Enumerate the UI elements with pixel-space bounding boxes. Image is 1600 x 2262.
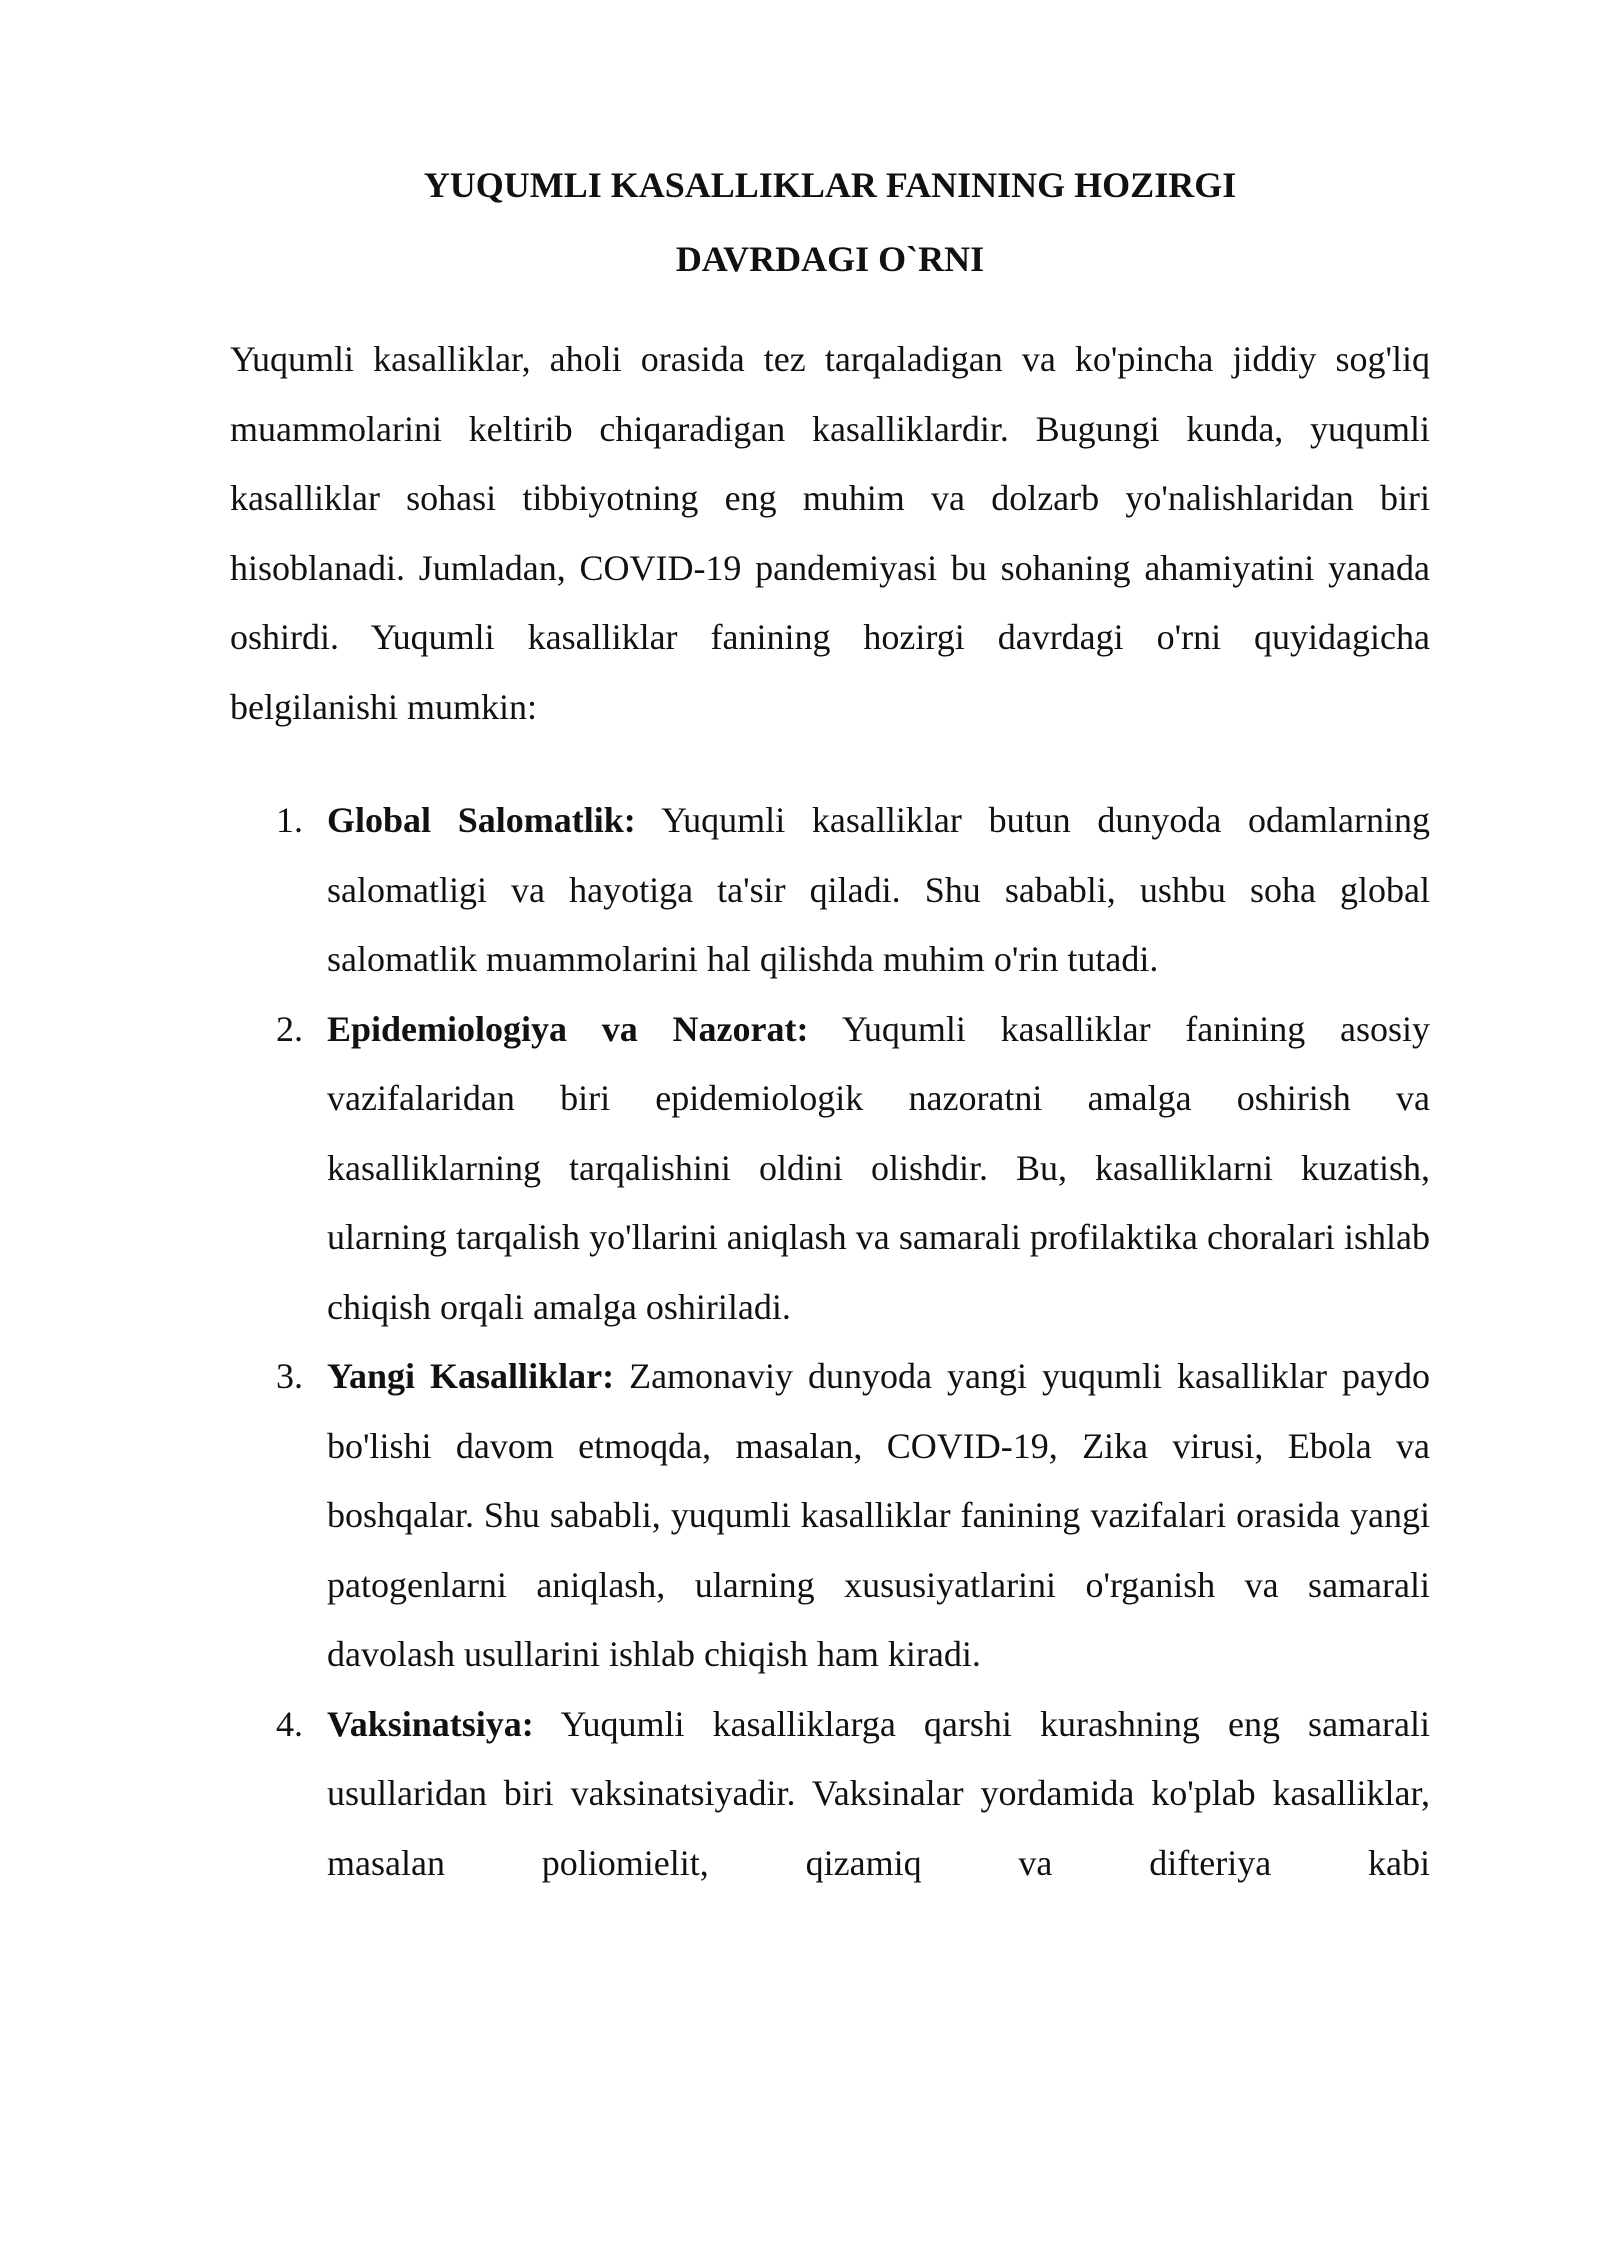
list-item-text: Yuqumli kasalliklarga qarshi kurashning eng samarali usullaridan biri vaksinatsiyadir. Vaksinalar yordamida ko'plab kasalliklar, masalan poliomielit, qizamiq va difteriya kabi (327, 1703, 1430, 1883)
list-item-text: Yuqumli kasalliklar fanining asosiy vazifalaridan biri epidemiologik nazoratni amalga oshirish va kasalliklarning tarqalishini oldini olishdir. Bu, kasalliklarni kuzatish, ularning tarqalish yo'llarini aniqlash va samarali profilaktika choralari ishlab chiqish orqali amalga oshiriladi. (327, 1008, 1431, 1327)
list-item-number: 3. (276, 1356, 303, 1396)
numbered-list (230, 786, 1430, 1898)
intro-paragraph: Yuqumli kasalliklar, aholi orasida tez tarqaladigan va ko'pincha jiddiy sog'liq muammolarini keltirib chiqaradigan kasalliklardir. Bugungi kunda, yuqumli kasalliklar sohasi tibbiyotning eng muhim va dolzarb yo'nalishlaridan biri hisoblanadi. Jumladan, COVID-19 pandemiyasi bu sohaning ahamiyatini yanada oshirdi. Yuqumli kasalliklar fanining hozirgi davrdagi o'rni quyidagicha belgilanishi mumkin: (230, 339, 1430, 727)
list-item-number: 2. (276, 1008, 303, 1049)
list-item-epidemiologiya (230, 995, 1430, 1343)
title-line-1: YUQUMLI KASALLIKLAR FANINING HOZIRGI (423, 165, 1237, 205)
list-item-term: Epidemiologiya va Nazorat: (327, 1008, 809, 1049)
list-item-number: 4. (276, 1703, 303, 1744)
page-title (230, 148, 1430, 296)
title-line-2: DAVRDAGI O`RNI (675, 239, 985, 279)
list-item-text: Yuqumli kasalliklar butun dunyoda odamlarning salomatligi va hayotiga ta'sir qiladi. Shu sababli, ushbu soha global salomatlik muammolarini hal qilishda muhim o'rin tutadi. (327, 800, 1430, 979)
list-item-number: 1. (276, 800, 303, 840)
list-item-term: Global Salomatlik: (327, 800, 636, 840)
list-item-vaksinatsiya (230, 1690, 1430, 1899)
list-item-yangi-kasalliklar (230, 1342, 1430, 1690)
list-item-global-salomatlik (230, 786, 1430, 995)
list-item-term: Yangi Kasalliklar: (327, 1356, 615, 1396)
list-item-term: Vaksinatsiya: (327, 1703, 534, 1744)
list-item-text: Zamonaviy dunyoda yangi yuqumli kasalliklar paydo bo'lishi davom etmoqda, masalan, COVID-19, Zika virusi, Ebola va boshqalar. Shu sababli, yuqumli kasalliklar fanining vazifalari orasida yangi patogenlarni aniqlash, ularning xususiyatlarini o'rganish va samarali davolash usullarini ishlab chiqish ham kiradi. (327, 1356, 1430, 1674)
